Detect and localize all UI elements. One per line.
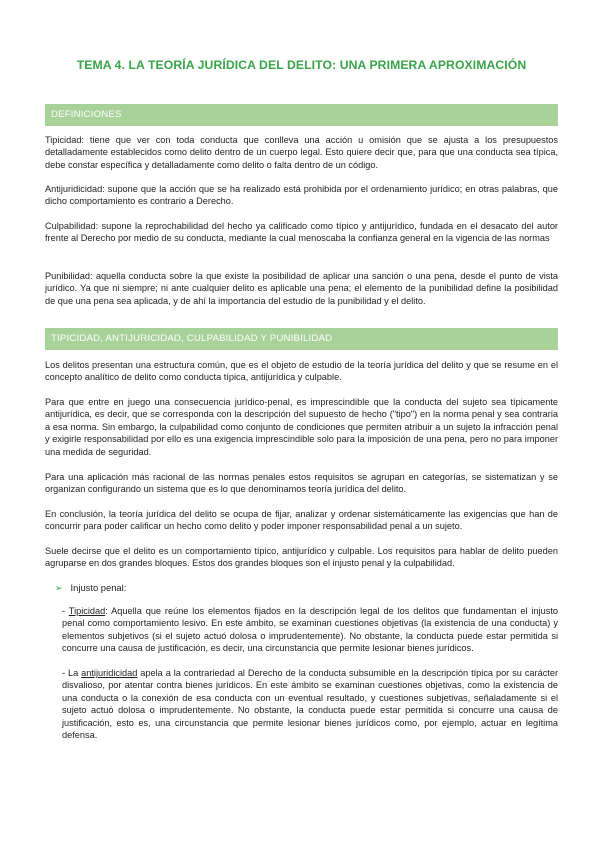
definition-punibilidad: Punibilidad: aquella conducta sobre la que existe la posibilidad de aplicar una sanción o una pena, desde el punto de vista jurídico. Ya que ni siempre; ni ante cualquier delito es aplicable una pena; el elemento de la punibilidad define la posibilidad de que una pena sea aplicada, y de ahí la importancia del estudio de la punibilidad y el delito. <box>45 271 558 306</box>
page-title: TEMA 4. LA TEORÍA JURÍDICA DEL DELITO: UNA PRIMERA APROXIMACIÓN <box>76 58 527 72</box>
section-header-tipicidad: TIPICIDAD, ANTIJURICIDAD, CULPABILIDAD Y PUNIBILIDAD <box>45 328 558 350</box>
section-header-definiciones: DEFINICIONES <box>45 104 558 126</box>
term-tipicidad: Tipicidad <box>68 606 106 616</box>
definition-tipicidad: Tipicidad: tiene que ver con toda conducta que conlleva una acción u omisión que se ajusta a los presupuestos detalladamente establecidos como delito dentro de un cuerpo legal. Esto quiere decir que, para que una conducta sea típica, debe constar específica y detalladamente como delito o falta dentro de un código. <box>45 135 558 170</box>
definition-culpabilidad: Culpabilidad: supone la reprochabilidad del hecho ya calificado como típico y antijurídico, fundada en el desacato del autor frente al Derecho por medio de su conducta, mediante la cual menoscaba la confianza general en la vigencia de las normas <box>45 221 558 244</box>
term-antijuridicidad: antijuridicidad <box>81 668 138 678</box>
bullet-injusto-penal <box>55 582 126 594</box>
paragraph-5: Suele decirse que el delito es un comportamiento típico, antijurídico y culpable. Los requisitos para hablar de delito pueden agruparse en dos grandes bloques. Estos dos grandes bloques son el injusto penal y la culpabilidad. <box>45 546 558 569</box>
paragraph-2: Para que entre en juego una consecuencia jurídico-penal, es imprescindible que la conducta del sujeto sea típicamente antijurídica, es decir, que se corresponda con la descripción del supuesto de hecho ("tipo") en la norma penal y sea contraria a esa norma. Sin embargo, la culpabilidad como conjunto de condiciones que permiten atribuir a un sujeto la infracción penal y exigirle responsabilidad por ello es una exigencia imprescindible solo para la imposición de una pena, pero no para imponer una medida de seguridad. <box>45 397 558 457</box>
definition-antijuridicidad: Antijuridicidad: supone que la acción que se ha realizado está prohibida por el ordenamiento jurídico; en otras palabras, que dicho comportamiento es contrario a Derecho. <box>45 184 558 207</box>
bullet-label: Injusto penal: <box>70 582 127 593</box>
sub-item-tipicidad: - Tipicidad: Aquella que reúne los elementos fijados en la descripción legal de los delitos que fundamentan el injusto penal como comportamiento lesivo. En este ámbito, se examinan cuestiones objetivas (la existencia de una conducta) y elementos subjetivos (si el sujeto actuó dolosa o imprudentemente). No obstante, la conducta puede estar permitida si concurre una causa de justificación, es decir, una circunstancia que permite lesionar bienes jurídicos. <box>62 606 558 654</box>
paragraph-4: En conclusión, la teoría jurídica del delito se ocupa de fijar, analizar y ordenar sistemáticamente las exigencias que han de concurrir para poder calificar un hecho como delito y poder imponer responsabilidad penal a un sujeto. <box>45 509 558 532</box>
paragraph-3: Para una aplicación más racional de las normas penales estos requisitos se agrupan en categorías, se sistematizan y se organizan configurando un sistema que es lo que denominamos teoría jurídica del delito. <box>45 472 558 495</box>
paragraph-1: Los delitos presentan una estructura común, que es el objeto de estudio de la teoría jurídica del delito y que se resume en el concepto analítico de delito como conducta típica, antijurídica y culpable. <box>45 360 558 383</box>
arrow-bullet-icon: ➢ <box>55 583 63 593</box>
sub-item-antijuridicidad: - La antijuridicidad apela a la contrariedad al Derecho de la conducta subsumible en la descripción típica por su carácter disvalioso, por atentar contra bienes jurídicos. En este ámbito se examinan cuestiones objetivas, como la existencia de una conducta o la conexión de esa conducta con un eventual resultado, y cuestiones subjetivas, señaladamente si el sujeto actuó dolosa o imprudentemente. No obstante, la conducta puede estar permitida si concurre una causa de justificación, esto es, una circunstancia que permite lesionar bienes jurídicos como, por ejemplo, actuar en legítima defensa. <box>62 668 559 741</box>
